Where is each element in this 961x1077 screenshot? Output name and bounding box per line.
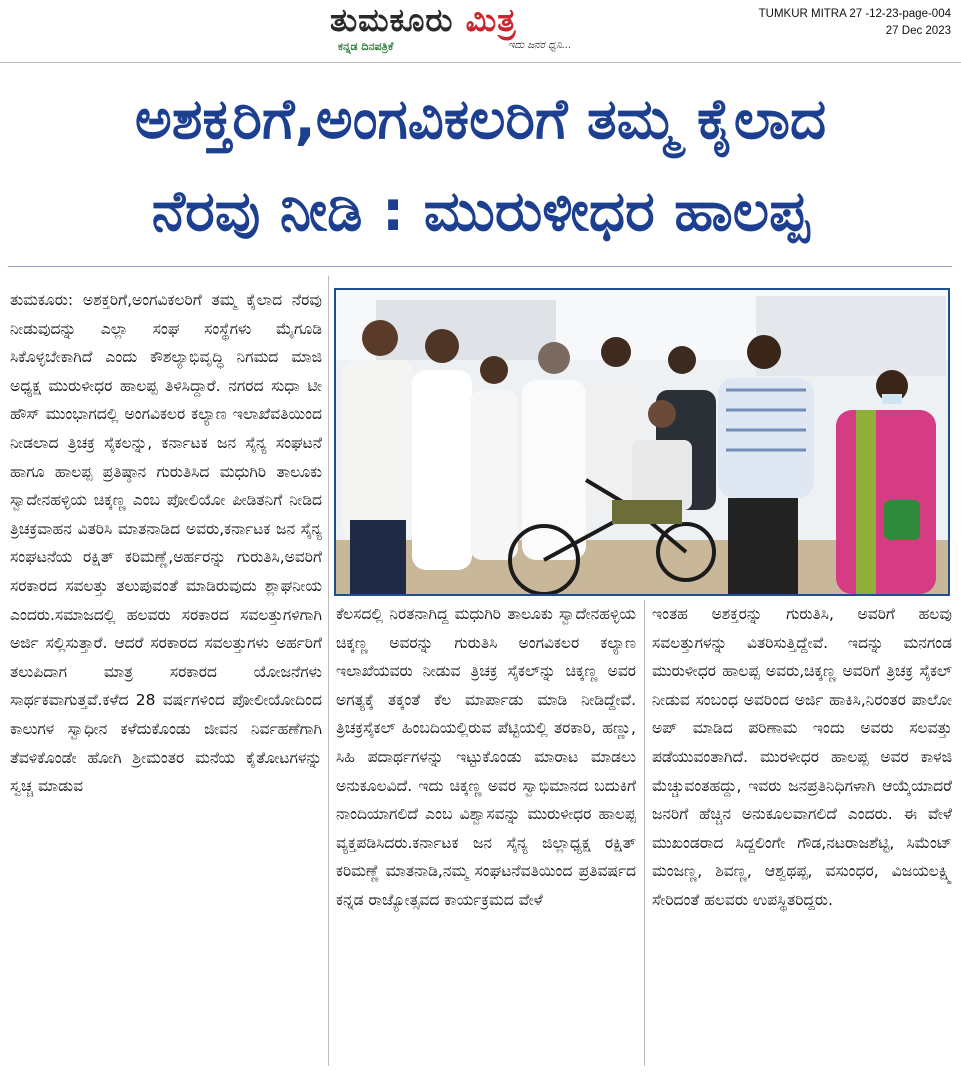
page-reference: TUMKUR MITRA 27 -12-23-page-004 [758, 8, 951, 20]
photo-illustration [336, 290, 948, 594]
article-column-2 [336, 600, 636, 1066]
publication-date: 27 Dec 2023 [885, 25, 951, 37]
newspaper-logo [330, 2, 630, 60]
article-text-column-2: ಕೆಲಸದಲ್ಲಿ ನಿರತನಾಗಿದ್ದ ಮಧುಗಿರಿ ತಾಲೂಕು ಸ್ವಾದೇನಹಳ್ಳಿಯ ಚಿಕ್ಕಣ್ಣ ಅವರನ್ನು ಗುರುತಿಸಿ ಅಂಗವಿಕಲರ ಕಲ್ಯಾಣ ಇಲಾಖೆಯವರು ನೀಡುವ ತ್ರಿಚಕ್ರ ಸೈಕಲ್‌ನ್ನು ಚಿಕ್ಕಣ್ಣ ಅವರ ಅಗತ್ಯಕ್ಕೆ ತಕ್ಕಂತೆ ಕೆಲ ಮಾರ್ಪಾಡು ಮಾಡಿ ನೀಡಿದ್ದೇವೆ. ತ್ರಿಚಕ್ರಸೈಕಲ್ ಹಿಂಬದಿಯಲ್ಲಿರುವ ಪೆಟ್ಟಿಯಲ್ಲಿ ತರಕಾರಿ, ಹಣ್ಣು, ಸಿಹಿ ಪದಾರ್ಥಗಳನ್ನು ಇಟ್ಟುಕೊಂಡು ಮಾರಾಟ ಮಾಡಲು ಅನುಕೂಲವಿದೆ. ಇದು ಚಿಕ್ಕಣ್ಣ ಅವರ ಸ್ವಾಭಿಮಾನದ ಬದುಕಿಗೆ ನಾಂದಿಯಾಗಲಿದೆ ಎಂಬ ವಿಶ್ವಾಸವನ್ನು ಮುರುಳೀಧರ ಹಾಲಪ್ಪ ವ್ಯಕ್ತಪಡಿಸಿದರು.ಕರ್ನಾಟಕ ಜನ ಸೈನ್ಯ ಜಿಲ್ಲಾಧ್ಯಕ್ಷ ರಕ್ಷಿತ್ ಕರಿಮಣ್ಣೆ ಮಾತನಾಡಿ,ನಮ್ಮ ಸಂಘಟನೆವತಿಯಿಂದ ಪ್ರತಿವರ್ಷದ ಕನ್ನಡ ರಾಜ್ಯೋತ್ಸವದ ಕಾರ್ಯಕ್ರಮದ ವೇಳೆ [336, 605, 636, 909]
article-photo [334, 288, 950, 596]
article-column-1 [10, 286, 322, 1066]
column-divider-2 [644, 600, 645, 1066]
headline-line-2: ನೆರವು ನೀಡಿ : ಮುರುಳೀಧರ ಹಾಲಪ್ಪ [151, 179, 810, 244]
article-headline [0, 74, 961, 258]
logo-title-main: ತುಮಕೂರು [330, 1, 466, 39]
logo-tagline-left: ಕನ್ನಡ ದಿನಪತ್ರಿಕೆ [338, 40, 394, 53]
headline-divider [8, 266, 952, 267]
article-text-column-1: ತುಮಕೂರು: ಅಶಕ್ತರಿಗೆ,ಅಂಗವಿಕಲರಿಗೆ ತಮ್ಮ ಕೈಲಾದ ನೆರವು ನೀಡುವುದನ್ನು ಎಲ್ಲಾ ಸಂಘ ಸಂಸ್ಥೆಗಳು ಮೈಗೂಡಿ ಸಿಕೊಳ್ಳಬೇಕಾಗಿದೆ ಎಂದು ಕೌಶಲ್ಯಾಭಿವೃದ್ಧಿ ನಿಗಮದ ಮಾಜಿ ಅಧ್ಯಕ್ಷ ಮುರುಳೀಧರ ಹಾಲಪ್ಪ ತಿಳಿಸಿದ್ದಾರೆ. ನಗರದ ಸುಧಾ ಟೀ ಹೌಸ್ ಮುಂಭಾಗದಲ್ಲಿ ಅಂಗವಿಕಲರ ಕಲ್ಯಾಣ ಇಲಾಖೆವತಿಯಿಂದ ನೀಡಲಾದ ತ್ರಿಚಕ್ರ ಸೈಕಲನ್ನು, ಕರ್ನಾಟಕ ಜನ ಸೈನ್ಯ ಸಂಘಟನೆ ಹಾಗೂ ಹಾಲಪ್ಪ ಪ್ರತಿಷ್ಠಾನ ಗುರುತಿಸಿದ ಮಧುಗಿರಿ ತಾಲೂಕು ಸ್ವಾದೇನಹಳ್ಳಿಯ ಚಿಕ್ಕಣ್ಣ ಎಂಬ ಪೋಲಿಯೋ ಪೀಡಿತನಿಗೆ ನೀಡಿದ ತ್ರಿಚಕ್ರವಾಹನ ವಿತರಿಸಿ ಮಾತನಾಡಿದ ಅವರು,ಕರ್ನಾಟಕ ಜನ ಸೈನ್ಯ ಸಂಘಟನೆಯ ರಕ್ಷಿತ್ ಕರಿಮಣ್ಣೆ,ಅರ್ಹರನ್ನು ಗುರುತಿಸಿ,ಅವರಿಗೆ ಸರಕಾರದ ಸವಲತ್ತು ತಲುಪುವಂತೆ ಮಾಡಿರುವುದು ಶ್ಲಾಘನೀಯ ಎಂದರು.ಸಮಾಜದಲ್ಲಿ ಹಲವರು ಸರಕಾರದ ಸವಲತ್ತುಗಳಿಗಾಗಿ ಅರ್ಜಿ ಸಲ್ಲಿಸುತ್ತಾರೆ. ಆದರೆ ಸರಕಾರದ ಸವಲತ್ತುಗಳು ಅರ್ಹರಿಗೆ ತಲುಪಿದಾಗ ಮಾತ್ರ ಸರಕಾರದ ಯೋಜನೆಗಳು ಸಾರ್ಥಕವಾಗುತ್ತವೆ.ಕಳೆದ 28 ವರ್ಷಗಳಿಂದ ಪೋಲೀಯೋದಿಂದ ಕಾಲುಗಳ ಸ್ವಾಧೀನ ಕಳೆದುಕೊಂಡು ಜೀವನ ನಿರ್ವಹಣೆಗಾಗಿ ತೆವಳಿಕೊಂಡೇ ಹೋಗಿ ಶ್ರೀಮಂತರ ಮನೆಯ ಕೈತೋಟಗಳನ್ನು ಸ್ವಚ್ಚ ಮಾಡುವ [10, 291, 322, 796]
headline-line-1: ಅಶಕ್ತರಿಗೆ,ಅಂಗವಿಕಲರಿಗೆ ತಮ್ಮ ಕೈಲಾದ [134, 87, 827, 152]
masthead-divider [0, 62, 961, 63]
article-text-column-3: ಇಂತಹ ಅಶಕ್ತರನ್ನು ಗುರುತಿಸಿ, ಅವರಿಗೆ ಹಲವು ಸವಲತ್ತುಗಳನ್ನು ವಿತರಿಸುತ್ತಿದ್ದೇವೆ. ಇದನ್ನು ಮನಗಂಡ ಮುರುಳೀಧರ ಹಾಲಪ್ಪ ಅವರು,ಚಿಕ್ಕಣ್ಣ ಅವರಿಗೆ ತ್ರಿಚಕ್ರ ಸೈಕಲ್ ನೀಡುವ ಸಂಬಂಧ ಅವರಿಂದ ಅರ್ಜಿ ಹಾಕಿಸಿ,ನಿರಂತರ ಪಾಲೋ ಅಪ್ ಮಾಡಿದ ಪರಿಣಾಮ ಇಂದು ಅವರು ಸಲವತ್ತು ಪಡೆಯುವಂತಾಗಿದೆ. ಮುರಳೀಧರ ಹಾಲಪ್ಪ ಅವರ ಕಾಳಜಿ ಮೆಚ್ಚುವಂತಹದ್ದು, ಇವರು ಜನಪ್ರತಿನಿಧಿಗಳಾಗಿ ಆಯ್ಕೆಯಾದರೆ ಜನರಿಗೆ ಹೆಚ್ಚಿನ ಅನುಕೂಲವಾಗಲಿದೆ ಎಂದರು. ಈ ವೇಳೆ ಮುಖಂಡರಾದ ಸಿದ್ದಲಿಂಗೇ ಗೌಡ,ನಟರಾಜಶೆಟ್ಟಿ, ಸಿಮೆಂಟ್ ಮಂಜಣ್ಣ, ಶಿವಣ್ಣ, ಆಶ್ವಥಪ್ಪ, ವಸುಂಧರ, ವಿಜಯಲಕ್ಷ್ಮಿ ಸೇರಿದಂತೆ ಹಲವರು ಉಪಸ್ಥಿತರಿದ್ದರು. [652, 605, 952, 909]
page-reference-block [759, 6, 951, 40]
logo-title [330, 2, 517, 38]
masthead [0, 0, 961, 62]
article-column-3 [652, 600, 952, 1066]
logo-title-accent: ಮಿತ್ರ [465, 1, 517, 39]
logo-tagline-right: ಇದು ಜನರ ಧ್ವನಿ... [508, 40, 572, 51]
column-divider-1 [328, 276, 329, 1066]
